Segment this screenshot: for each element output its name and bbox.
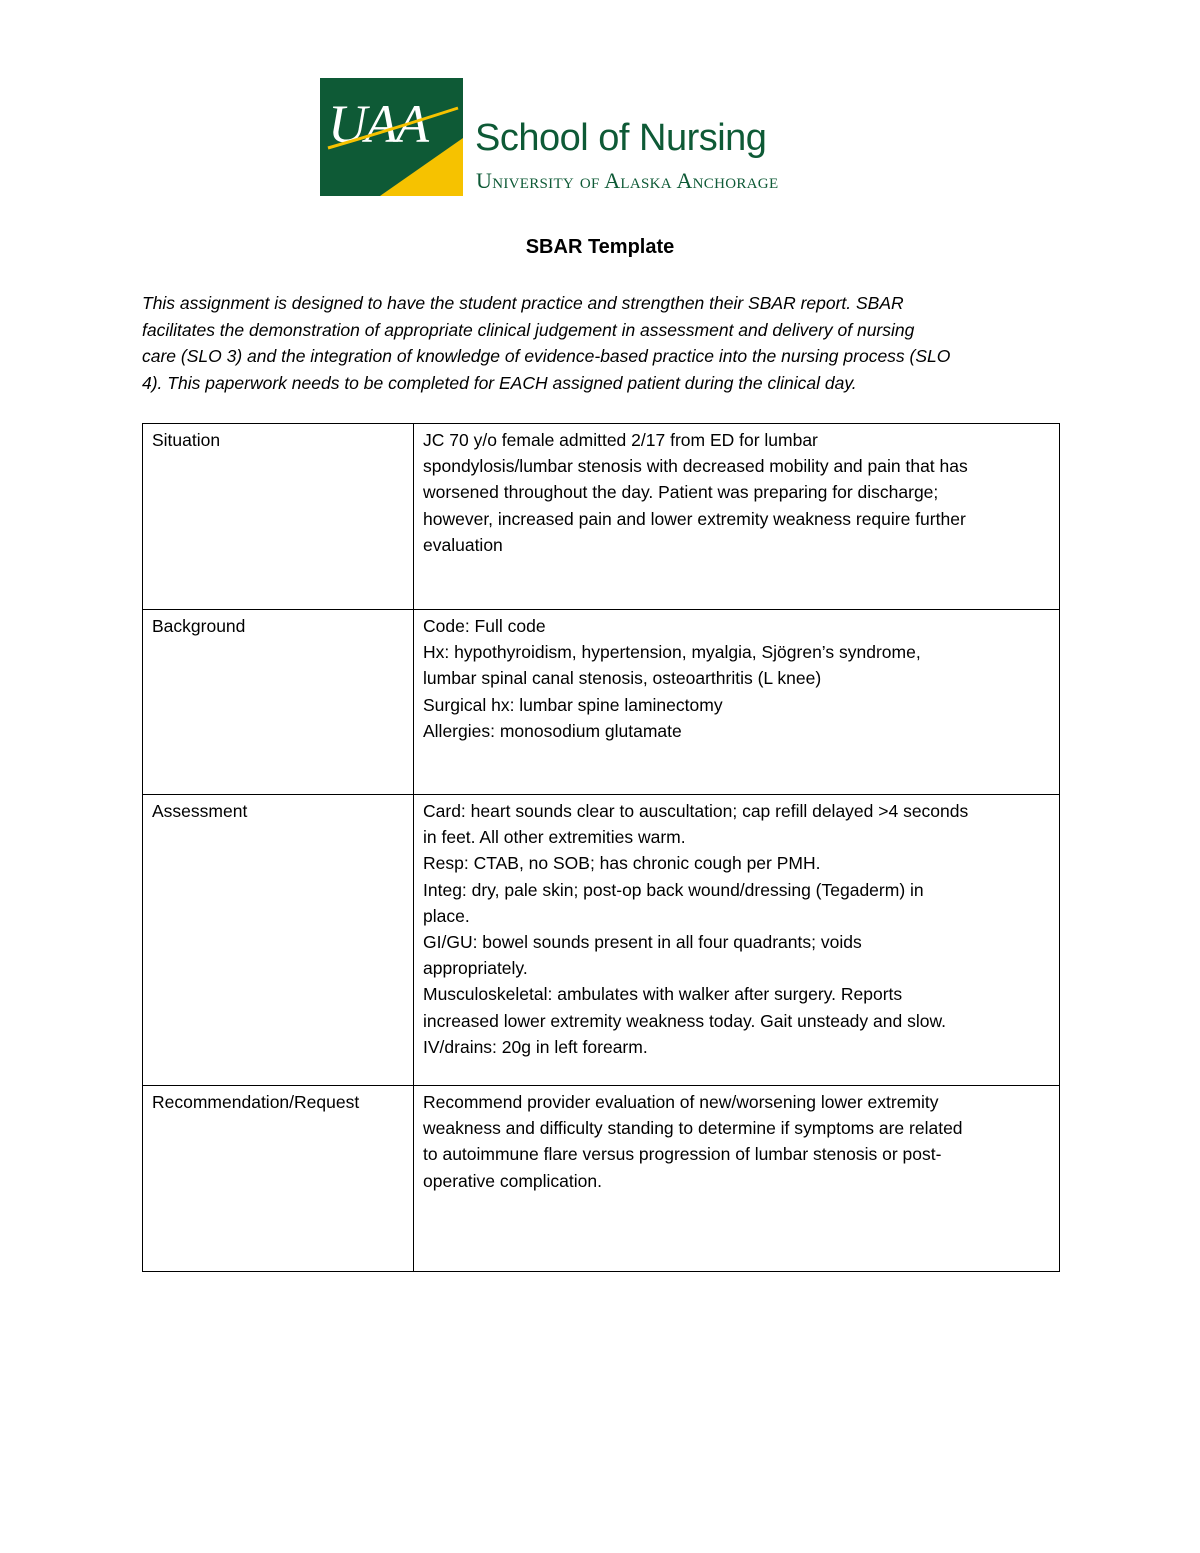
table-row-background bbox=[143, 610, 1060, 795]
content-line: GI/GU: bowel sounds present in all four quadrants; voids bbox=[423, 932, 862, 953]
content-line: lumbar spinal canal stenosis, osteoarthritis (L knee) bbox=[423, 668, 822, 689]
table-row-recommendation bbox=[143, 1086, 1060, 1272]
content-line: however, increased pain and lower extremity weakness require further bbox=[423, 508, 966, 529]
content-line: Card: heart sounds clear to auscultation; cap refill delayed >4 seconds bbox=[423, 801, 969, 821]
table-row-assessment bbox=[143, 795, 1060, 1086]
intro-line: facilitates the demonstration of appropriate clinical judgement in assessment and delivery of nursing bbox=[142, 319, 915, 340]
content-line: place. bbox=[423, 905, 470, 926]
content-line: Code: Full code bbox=[423, 616, 546, 636]
content-line: JC 70 y/o female admitted 2/17 from ED for lumbar bbox=[423, 430, 818, 450]
school-logo bbox=[320, 78, 890, 198]
content-line: spondylosis/lumbar stenosis with decreased mobility and pain that has bbox=[423, 456, 968, 477]
content-line: Integ: dry, pale skin; post-op back wound/dressing (Tegaderm) in bbox=[423, 879, 924, 900]
content-line: in feet. All other extremities warm. bbox=[423, 827, 686, 848]
content-line: to autoimmune flare versus progression of lumbar stenosis or post- bbox=[423, 1144, 942, 1165]
intro-line: This assignment is designed to have the student practice and strengthen their SBAR report. SBAR bbox=[142, 293, 904, 313]
content-line: Recommend provider evaluation of new/worsening lower extremity bbox=[423, 1092, 939, 1112]
row-content bbox=[414, 610, 1060, 795]
intro-line: 4). This paperwork needs to be completed for EACH assigned patient during the clinical day. bbox=[142, 372, 857, 393]
sbar-table bbox=[142, 423, 1060, 1272]
row-content bbox=[414, 795, 1060, 1086]
content-line: worsened throughout the day. Patient was preparing for discharge; bbox=[423, 482, 939, 503]
content-line: Hx: hypothyroidism, hypertension, myalgia, Sjögren’s syndrome, bbox=[423, 642, 921, 663]
university-name: University of Alaska Anchorage bbox=[476, 168, 779, 193]
row-label: Recommendation/Request bbox=[143, 1086, 414, 1272]
content-line: Resp: CTAB, no SOB; has chronic cough per PMH. bbox=[423, 853, 821, 874]
content-line: operative complication. bbox=[423, 1170, 602, 1191]
row-label: Background bbox=[143, 610, 414, 795]
school-name: School of Nursing bbox=[475, 117, 767, 159]
content-line: weakness and difficulty standing to determine if symptoms are related bbox=[423, 1118, 963, 1139]
content-line: Surgical hx: lumbar spine laminectomy bbox=[423, 694, 723, 715]
row-label: Assessment bbox=[143, 795, 414, 1086]
svg-text:UAA: UAA bbox=[328, 94, 427, 154]
content-line: IV/drains: 20g in left forearm. bbox=[423, 1036, 648, 1057]
content-line: increased lower extremity weakness today. Gait unsteady and slow. bbox=[423, 1010, 946, 1031]
row-content bbox=[414, 424, 1060, 610]
content-line: Allergies: monosodium glutamate bbox=[423, 720, 682, 741]
table-row-situation bbox=[143, 424, 1060, 610]
content-line: Musculoskeletal: ambulates with walker after surgery. Reports bbox=[423, 984, 903, 1005]
row-content bbox=[414, 1086, 1060, 1272]
row-label: Situation bbox=[143, 424, 414, 610]
content-line: evaluation bbox=[423, 534, 503, 555]
content-line: appropriately. bbox=[423, 958, 528, 979]
intro-paragraph bbox=[142, 290, 1062, 396]
intro-line: care (SLO 3) and the integration of knowledge of evidence-based practice into the nursing process (SLO bbox=[142, 346, 951, 366]
uaa-logo-mark bbox=[320, 78, 463, 196]
page-title: SBAR Template bbox=[525, 236, 675, 258]
